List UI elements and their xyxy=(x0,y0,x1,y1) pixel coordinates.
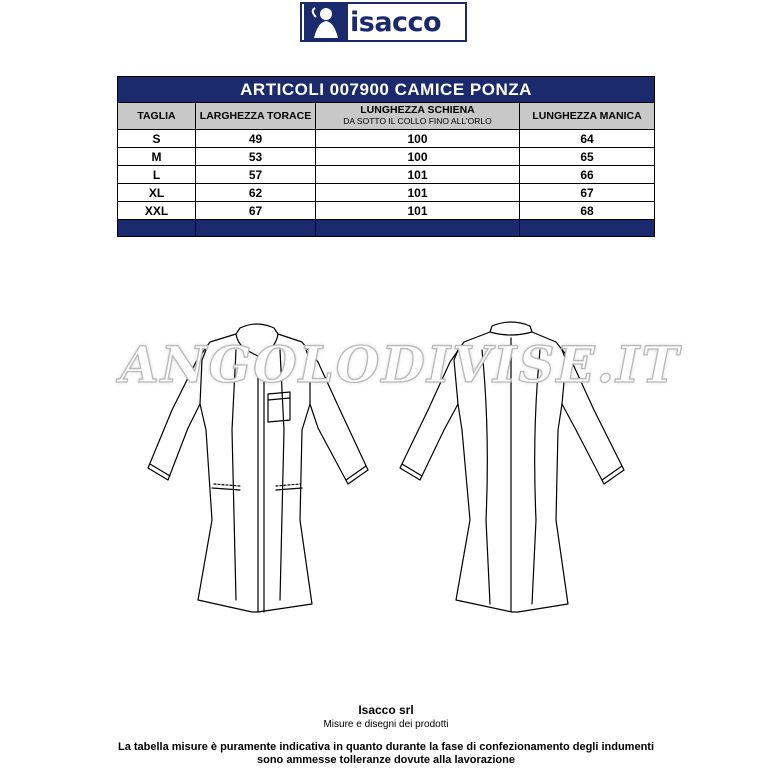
back-length-cell: 101 xyxy=(316,166,520,184)
chest-cell: 57 xyxy=(196,166,316,184)
chest-cell: 49 xyxy=(196,130,316,148)
column-subheader: DA SOTTO IL COLLO FINO ALL'ORLO xyxy=(343,116,492,126)
size-cell: L xyxy=(118,166,196,184)
table-row xyxy=(118,184,655,202)
sleeve-length-cell: 65 xyxy=(520,148,655,166)
sleeve-length-cell: 67 xyxy=(520,184,655,202)
disclaimer-note xyxy=(0,741,772,767)
company-name: Isacco srl xyxy=(358,703,414,717)
footer-subtitle: Misure e disegni dei prodotti xyxy=(323,719,449,730)
table-title-row xyxy=(118,77,655,103)
column-header-lunghezza-schiena: LUNGHEZZA SCHIENA DA SOTTO IL COLLO FINO ALL'ORLO xyxy=(316,103,520,130)
table-row xyxy=(118,130,655,148)
back-length-cell: 101 xyxy=(316,202,520,220)
table-row xyxy=(118,166,655,184)
size-table xyxy=(117,76,655,237)
brand-logo xyxy=(300,2,467,42)
size-cell: XL xyxy=(118,184,196,202)
back-length-cell: 100 xyxy=(316,148,520,166)
table-row xyxy=(118,148,655,166)
back-length-cell: 100 xyxy=(316,130,520,148)
size-cell: XXL xyxy=(118,202,196,220)
disclaimer-line-2: sono ammesse tolleranze dovute alla lavorazione xyxy=(257,754,515,766)
logo-figure-icon xyxy=(304,4,348,40)
chest-cell: 67 xyxy=(196,202,316,220)
table-header-row xyxy=(118,103,655,130)
chest-cell: 53 xyxy=(196,148,316,166)
chest-cell: 62 xyxy=(196,184,316,202)
column-header-lunghezza-manica: LUNGHEZZA MANICA xyxy=(520,103,655,130)
column-header-taglia: TAGLIA xyxy=(118,103,196,130)
column-header-larghezza-torace: LARGHEZZA TORACE xyxy=(196,103,316,130)
table-footer-bar xyxy=(118,220,655,237)
size-cell: M xyxy=(118,148,196,166)
logo-text: isacco xyxy=(350,6,442,38)
size-cell: S xyxy=(118,130,196,148)
back-length-cell: 101 xyxy=(316,184,520,202)
disclaimer-line-1: La tabella misure è puramente indicativa in quanto durante la fase di confezionamento degli indumenti xyxy=(117,741,655,753)
sleeve-length-cell: 68 xyxy=(520,202,655,220)
table-title: ARTICOLI 007900 CAMICE PONZA xyxy=(118,77,655,103)
watermark-text: ANGOLODIVISE.IT xyxy=(120,335,681,394)
table-row xyxy=(118,202,655,220)
sleeve-length-cell: 66 xyxy=(520,166,655,184)
sleeve-length-cell: 64 xyxy=(520,130,655,148)
